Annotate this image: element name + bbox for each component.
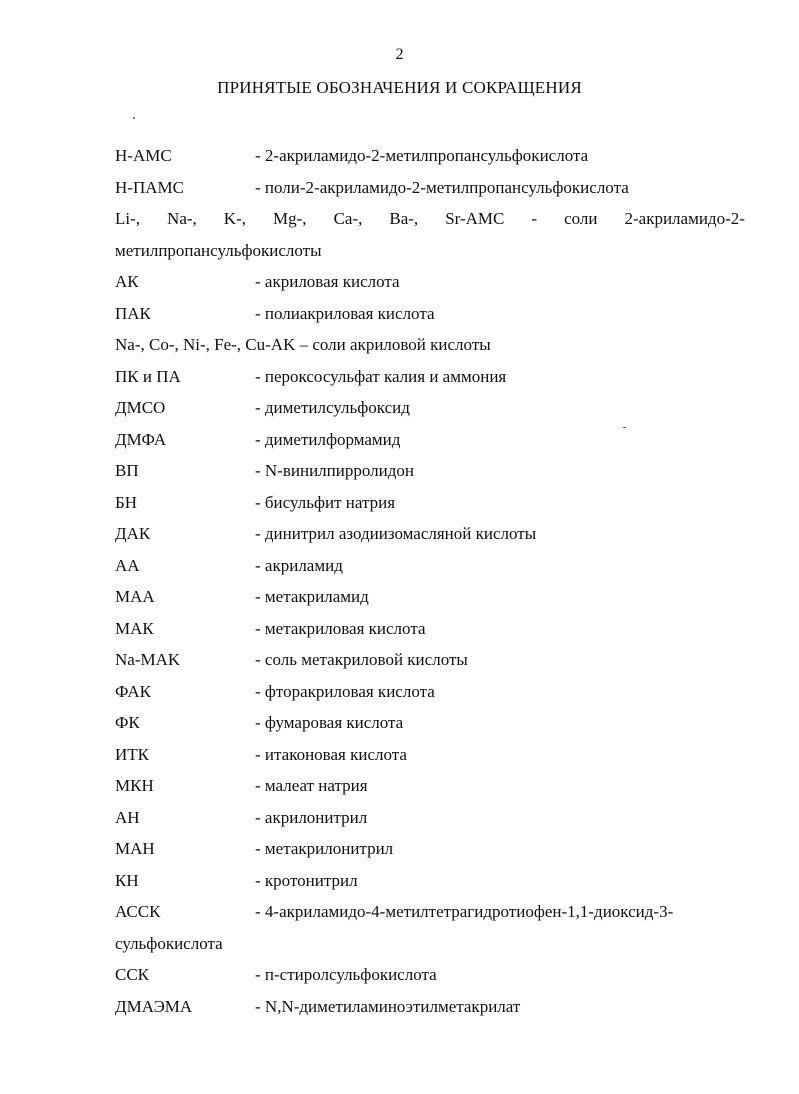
definition: - акриламид — [255, 555, 343, 575]
token: Li-, — [115, 209, 141, 228]
list-item — [115, 991, 745, 1023]
abbreviation: Na-MAK — [115, 650, 181, 669]
abbreviation: ДМСО — [115, 398, 166, 417]
abbreviation: ПК и ПА — [115, 366, 181, 386]
token: Na-, — [167, 209, 197, 228]
abbreviation: ДАК — [115, 524, 151, 543]
token: K-, — [223, 209, 246, 228]
abbreviation: ДМАЭМА — [115, 996, 193, 1016]
abbreviation: Н-АМС — [115, 146, 172, 165]
list-item — [115, 644, 745, 676]
list-item — [115, 487, 745, 519]
scan-speck — [133, 117, 135, 119]
list-item — [115, 770, 745, 802]
abbreviation: Н-ПАМС — [115, 177, 184, 197]
definition: - поли-2-акриламидо-2-метилпропансульфокислота — [255, 177, 629, 197]
definition: - метакрилонитрил — [255, 839, 394, 858]
abbreviation: БН — [115, 492, 138, 512]
abbreviation: МАА — [115, 587, 155, 606]
abbreviation: ИТК — [115, 744, 149, 764]
list-item — [115, 361, 745, 393]
token: Sr-AMC — [445, 209, 505, 228]
token: Mg-, — [273, 209, 307, 228]
definition: - диметилсульфоксид — [255, 398, 410, 417]
abbreviation: ФК — [115, 713, 140, 732]
list-item — [115, 329, 745, 361]
token: Ca-, — [333, 209, 363, 228]
list-item — [115, 865, 745, 897]
abbreviation: АА — [115, 555, 140, 575]
page-number: 2 — [395, 46, 404, 63]
list-item — [115, 392, 745, 424]
abbreviation: АН — [115, 807, 140, 827]
token: Ba-, — [389, 209, 419, 228]
list-item — [115, 172, 745, 204]
definition: - метакриламид — [255, 587, 369, 606]
list-item — [115, 455, 745, 487]
list-item — [115, 581, 745, 613]
justified-line — [115, 203, 745, 235]
definition: - итаконовая кислота — [255, 744, 407, 764]
abbreviation: АК — [115, 272, 139, 291]
definition: - малеат натрия — [255, 776, 368, 795]
abbreviation: ДМФА — [115, 429, 167, 449]
abbreviation: ССК — [115, 965, 150, 984]
definition: - п-стиролсульфокислота — [255, 965, 437, 984]
list-item — [115, 140, 745, 172]
list-item — [115, 203, 745, 235]
token: 2-акриламидо-2- — [624, 209, 745, 228]
definition: - акриловая кислота — [255, 272, 400, 291]
abbreviation: КН — [115, 870, 139, 890]
list-item — [115, 676, 745, 708]
page-title: ПРИНЯТЫЕ ОБОЗНАЧЕНИЯ И СОКРАЩЕНИЯ — [217, 78, 582, 97]
definition: - фторакриловая кислота — [255, 681, 435, 701]
definition: - бисульфит натрия — [255, 492, 396, 512]
abbreviation: МКН — [115, 776, 154, 795]
abbreviation: ВП — [115, 461, 139, 480]
list-item — [115, 959, 745, 991]
list-item-continuation — [115, 235, 745, 267]
list-item — [115, 707, 745, 739]
full-line-entry: Na-, Co-, Ni-, Fe-, Cu-AK – соли акриловой кислоты — [115, 335, 491, 354]
list-item — [115, 833, 745, 865]
definition: - 4-акриламидо-4-метилтетрагидротиофен-1,1-диоксид-3- — [255, 902, 674, 921]
abbreviation: МАК — [115, 618, 154, 638]
list-item — [115, 613, 745, 645]
definition: - соль метакриловой кислоты — [255, 650, 468, 669]
definition: - метакриловая кислота — [255, 618, 426, 638]
list-item — [115, 896, 745, 928]
list-item — [115, 518, 745, 550]
definition: - акрилонитрил — [255, 807, 368, 827]
list-item — [115, 739, 745, 771]
definition-continuation: сульфокислота — [115, 933, 223, 953]
list-item — [115, 424, 745, 456]
definition: - кротонитрил — [255, 870, 358, 890]
token: соли — [564, 209, 598, 228]
abbreviation: ПАК — [115, 303, 151, 323]
definition: - фумаровая кислота — [255, 713, 404, 732]
definition: - N-винилпирролидон — [255, 461, 414, 480]
list-item — [115, 298, 745, 330]
abbreviation: АССК — [115, 902, 161, 921]
abbreviation: МАН — [115, 839, 155, 858]
definition: - диметилформамид — [255, 429, 401, 449]
definition-continuation: метилпропансульфокислоты — [115, 240, 322, 260]
token: - — [531, 209, 538, 228]
list-item — [115, 802, 745, 834]
definition: - динитрил азодиизомасляной кислоты — [255, 524, 537, 543]
definition: - 2-акриламидо-2-метилпропансульфокислота — [255, 146, 589, 165]
abbreviation: ФАК — [115, 681, 151, 701]
definition: - N,N-диметиламиноэтилметакрилат — [255, 996, 521, 1016]
abbreviations-list — [115, 140, 745, 1022]
list-item-continuation — [115, 928, 745, 960]
definition: - пероксосульфат калия и аммония — [255, 366, 507, 386]
definition: - полиакриловая кислота — [255, 303, 435, 323]
list-item — [115, 266, 745, 298]
list-item — [115, 550, 745, 582]
